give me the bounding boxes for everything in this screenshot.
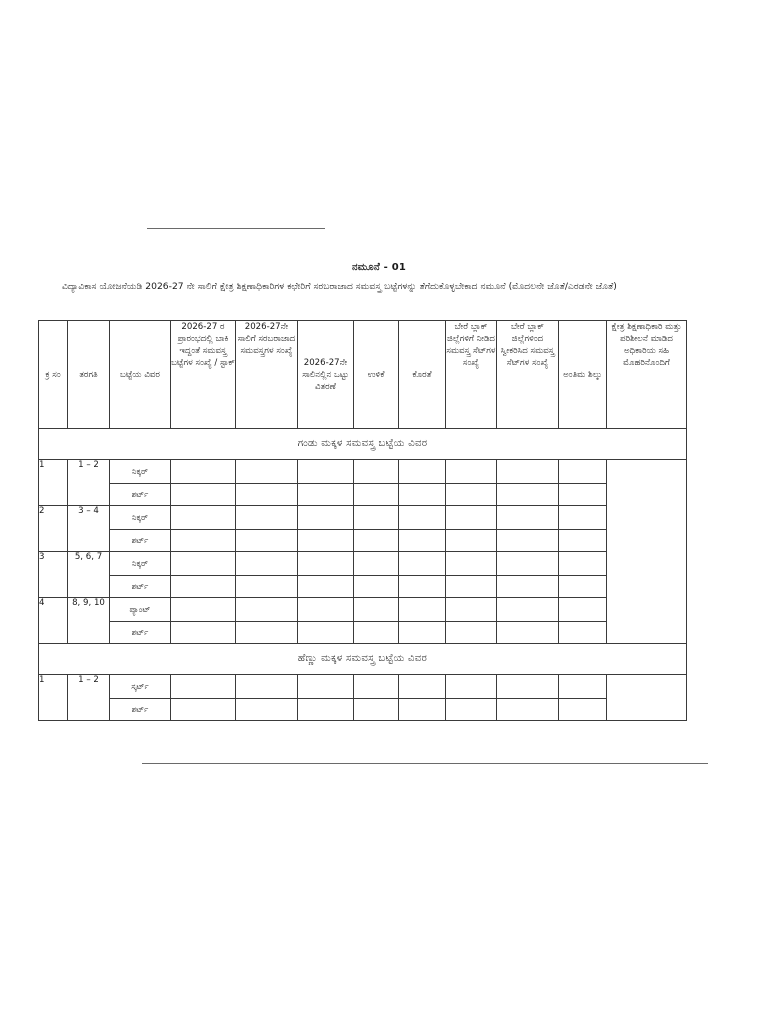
entry-cell[interactable] — [399, 530, 446, 552]
header-distributed: 2026-27ನೇ ಸಾಲಿನಲ್ಲಿನ ಒಟ್ಟು ವಿತರಣೆ — [298, 321, 354, 429]
entry-cell[interactable] — [559, 506, 607, 530]
entry-cell[interactable] — [298, 552, 354, 576]
entry-cell[interactable] — [559, 598, 607, 622]
entry-cell[interactable] — [236, 622, 298, 644]
cloth-item-cell: ಶರ್ಟ್ — [110, 576, 171, 598]
entry-cell[interactable] — [354, 699, 399, 721]
entry-cell[interactable] — [446, 460, 497, 484]
cloth-item-cell: ಶರ್ಟ್ — [110, 484, 171, 506]
cloth-item-cell: ಪ್ಯಾಂಟ್ — [110, 598, 171, 622]
uniform-register-table — [38, 320, 687, 721]
entry-cell[interactable] — [354, 506, 399, 530]
entry-cell[interactable] — [446, 598, 497, 622]
entry-cell[interactable] — [399, 622, 446, 644]
header-shortage: ಕೊರತೆ — [399, 321, 446, 429]
entry-cell[interactable] — [236, 460, 298, 484]
entry-cell[interactable] — [236, 576, 298, 598]
entry-cell[interactable] — [298, 460, 354, 484]
table-row — [39, 576, 687, 598]
table-row — [39, 598, 687, 622]
sl-no-cell: 3 — [39, 552, 68, 598]
cloth-item-cell: ಸ್ಕರ್ಟ್ — [110, 675, 171, 699]
header-surplus: ಉಳಿಕೆ — [354, 321, 399, 429]
header-received-other-districts: ಬೇರೆ ಬ್ಲಾಕ್ ಜಿಲ್ಲೆಗಳಿಂದ ಸ್ವೀಕರಿಸಿದ ಸಮವಸ್ತ್ರ ಸೆಟ್‌ಗಳ ಸಂಖ್ಯೆ — [497, 321, 559, 429]
entry-cell[interactable] — [171, 576, 236, 598]
entry-cell[interactable] — [171, 622, 236, 644]
class-cell: 1 – 2 — [68, 460, 110, 506]
entry-cell[interactable] — [236, 699, 298, 721]
entry-cell[interactable] — [497, 675, 559, 699]
entry-cell[interactable] — [171, 552, 236, 576]
table-row — [39, 552, 687, 576]
header-officer-signature: ಕ್ಷೇತ್ರ ಶಿಕ್ಷಣಾಧಿಕಾರಿ ಮತ್ತು ಪರಿಶೀಲನೆ ಮಾಡಿದ ಅಧಿಕಾರಿಯ ಸಹಿ ಮೊಹರಿನೊಂದಿಗೆ — [607, 321, 687, 429]
entry-cell[interactable] — [446, 484, 497, 506]
entry-cell[interactable] — [171, 530, 236, 552]
entry-cell[interactable] — [298, 675, 354, 699]
entry-cell[interactable] — [399, 460, 446, 484]
entry-cell[interactable] — [171, 460, 236, 484]
entry-cell[interactable] — [171, 506, 236, 530]
entry-cell[interactable] — [559, 552, 607, 576]
entry-cell[interactable] — [171, 484, 236, 506]
table-row — [39, 460, 687, 484]
entry-cell[interactable] — [236, 506, 298, 530]
sl-no-cell: 1 — [39, 675, 68, 721]
entry-cell[interactable] — [171, 675, 236, 699]
table-row — [39, 506, 687, 530]
entry-cell[interactable] — [446, 530, 497, 552]
entry-cell[interactable] — [497, 530, 559, 552]
cloth-item-cell: ನಿಕ್ಕರ್ — [110, 460, 171, 484]
entry-cell[interactable] — [298, 598, 354, 622]
entry-cell[interactable] — [236, 552, 298, 576]
entry-cell[interactable] — [354, 530, 399, 552]
girls-section-row — [39, 644, 687, 675]
entry-cell[interactable] — [354, 622, 399, 644]
entry-cell[interactable] — [446, 622, 497, 644]
entry-cell[interactable] — [446, 699, 497, 721]
cloth-item-cell: ಶರ್ಟ್ — [110, 530, 171, 552]
entry-cell[interactable] — [497, 484, 559, 506]
entry-cell[interactable] — [354, 675, 399, 699]
header-given-other-districts: ಬೇರೆ ಬ್ಲಾಕ್ ಜಿಲ್ಲೆಗಳಿಗೆ ನೀಡಿದ ಸಮವಸ್ತ್ರ ಸೆಟ್‌ಗಳ ಸಂಖ್ಯೆ — [446, 321, 497, 429]
entry-cell[interactable] — [559, 622, 607, 644]
bottom-divider-line — [142, 763, 708, 764]
entry-cell[interactable] — [354, 576, 399, 598]
header-cloth-details: ಬಟ್ಟೆಯ ವಿವರ — [110, 321, 171, 429]
entry-cell[interactable] — [497, 460, 559, 484]
entry-cell[interactable] — [446, 576, 497, 598]
entry-cell[interactable] — [354, 484, 399, 506]
boys-section-row — [39, 429, 687, 460]
class-cell: 1 – 2 — [68, 675, 110, 721]
entry-cell[interactable] — [298, 530, 354, 552]
class-cell: 3 – 4 — [68, 506, 110, 552]
class-cell: 8, 9, 10 — [68, 598, 110, 644]
entry-cell[interactable] — [559, 576, 607, 598]
table-row — [39, 699, 687, 721]
entry-cell[interactable] — [559, 484, 607, 506]
header-opening-balance: 2026-27 ರ ಪ್ರಾರಂಭದಲ್ಲಿ ಬಾಕಿ ಇದ್ದಂತೆ ಸಮವಸ್ತ್ರ ಬಟ್ಟೆಗಳ ಸಂಖ್ಯೆ / ಸ್ಟಾಕ್ — [171, 321, 236, 429]
sl-no-cell: 4 — [39, 598, 68, 644]
entry-cell[interactable] — [497, 506, 559, 530]
entry-cell[interactable] — [236, 530, 298, 552]
header-supplied: 2026-27ನೇ ಸಾಲಿಗೆ ಸರಬರಾಜಾದ ಸಮವಸ್ತ್ರಗಳ ಸಂಖ್ಯೆ — [236, 321, 298, 429]
header-sl-no: ಕ್ರ ಸಂ — [39, 321, 68, 429]
entry-cell[interactable] — [497, 598, 559, 622]
entry-cell[interactable] — [354, 552, 399, 576]
boys-section-title: ಗಂಡು ಮಕ್ಕಳ ಸಮವಸ್ತ್ರ ಬಟ್ಟೆಯ ವಿವರ — [39, 429, 687, 460]
entry-cell[interactable] — [399, 576, 446, 598]
entry-cell[interactable] — [559, 675, 607, 699]
officer-signature-cell[interactable] — [607, 460, 687, 644]
entry-cell[interactable] — [399, 484, 446, 506]
entry-cell[interactable] — [559, 699, 607, 721]
entry-cell[interactable] — [298, 576, 354, 598]
entry-cell[interactable] — [399, 675, 446, 699]
top-divider-line — [147, 228, 325, 229]
cloth-item-cell: ಶರ್ಟ್ — [110, 699, 171, 721]
entry-cell[interactable] — [298, 506, 354, 530]
entry-cell[interactable] — [399, 699, 446, 721]
entry-cell[interactable] — [497, 576, 559, 598]
entry-cell[interactable] — [298, 699, 354, 721]
cloth-item-cell: ಶರ್ಟ್ — [110, 622, 171, 644]
entry-cell[interactable] — [171, 598, 236, 622]
entry-cell[interactable] — [399, 598, 446, 622]
header-class: ತರಗತಿ — [68, 321, 110, 429]
entry-cell[interactable] — [497, 622, 559, 644]
entry-cell[interactable] — [399, 506, 446, 530]
entry-cell[interactable] — [298, 622, 354, 644]
officer-signature-cell[interactable] — [607, 675, 687, 721]
table-header-row — [39, 321, 687, 429]
entry-cell[interactable] — [559, 460, 607, 484]
form-subtitle: ವಿದ್ಯಾವಿಕಾಸ ಯೋಜನೆಯಡಿ 2026-27 ನೇ ಸಾಲಿಗೆ ಕ್ಷೇತ್ರ ಶಿಕ್ಷಣಾಧಿಕಾರಿಗಳ ಕಛೇರಿಗೆ ಸರಬರಾಜಾದ ಸಮವಸ್ತ್ರ ಬಟ್ಟೆಗಳನ್ನು ತೆಗೆದುಕೊಳ್ಳಬೇಕಾದ ನಮೂನೆ (ಮೊದಲನೇ ಜೊತೆ/ಎರಡನೇ ಜೊತೆ) — [62, 281, 617, 292]
class-cell: 5, 6, 7 — [68, 552, 110, 598]
table-row — [39, 484, 687, 506]
cloth-item-cell: ನಿಕ್ಕರ್ — [110, 506, 171, 530]
sl-no-cell: 2 — [39, 506, 68, 552]
entry-cell[interactable] — [298, 484, 354, 506]
entry-cell[interactable] — [354, 460, 399, 484]
entry-cell[interactable] — [446, 552, 497, 576]
cloth-item-cell: ನಿಕ್ಕರ್ — [110, 552, 171, 576]
girls-section-title: ಹೆಣ್ಣು ಮಕ್ಕಳ ಸಮವಸ್ತ್ರ ಬಟ್ಟೆಯ ವಿವರ — [39, 644, 687, 675]
entry-cell[interactable] — [236, 675, 298, 699]
entry-cell[interactable] — [236, 598, 298, 622]
entry-cell[interactable] — [236, 484, 298, 506]
entry-cell[interactable] — [354, 598, 399, 622]
table-row — [39, 675, 687, 699]
table-row — [39, 622, 687, 644]
entry-cell[interactable] — [497, 699, 559, 721]
entry-cell[interactable] — [446, 506, 497, 530]
entry-cell[interactable] — [559, 530, 607, 552]
header-final-balance: ಅಂತಿಮ ಶಿಲ್ಕು — [559, 321, 607, 429]
entry-cell[interactable] — [497, 552, 559, 576]
entry-cell[interactable] — [171, 699, 236, 721]
entry-cell[interactable] — [399, 552, 446, 576]
table-row — [39, 530, 687, 552]
entry-cell[interactable] — [446, 675, 497, 699]
sl-no-cell: 1 — [39, 460, 68, 506]
form-title: ನಮೂನೆ - 01 — [351, 262, 407, 273]
